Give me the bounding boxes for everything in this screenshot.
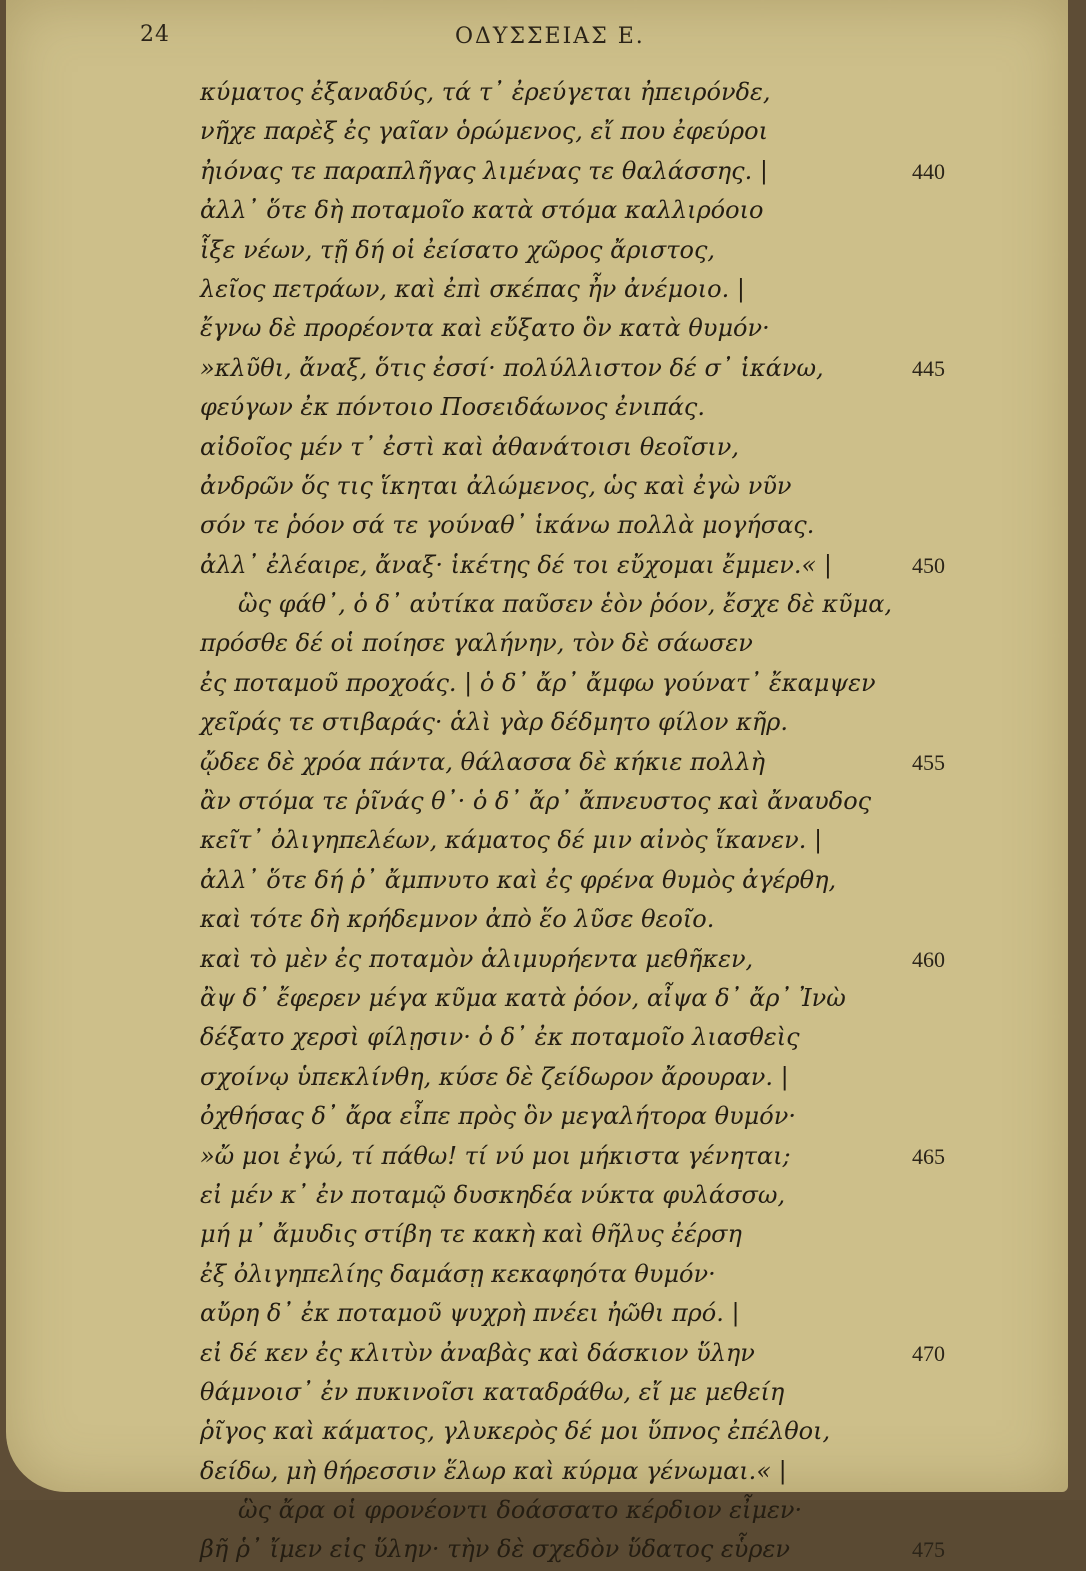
verse-line	[0, 350, 1086, 389]
verse-line	[0, 586, 1086, 625]
verse-text: ἔγνω δὲ προρέοντα καὶ εὔξατο ὃν κατὰ θυμόν·	[200, 314, 770, 343]
verse-line	[0, 1531, 1086, 1570]
verse-text: ᾤδεε δὲ χρόα πάντα, θάλασσα δὲ κήκιε πολλὴ	[200, 747, 766, 776]
verse-line	[0, 507, 1086, 546]
verse-line	[0, 310, 1086, 349]
verse-line	[0, 1019, 1086, 1058]
verse-line	[0, 153, 1086, 192]
verse-text: εἰ μέν κ᾽ ἐν ποταμῷ δυσκηδέα νύκτα φυλάσσω,	[200, 1180, 786, 1209]
verse-text: ἐξ ὀλιγηπελίης δαμάσῃ κεκαφηότα θυμόν·	[200, 1259, 716, 1288]
verse-text: ῥῖγος καὶ κάματος, γλυκερὸς δέ μοι ὕπνος ἐπέλθοι,	[200, 1417, 831, 1446]
verse-text: δείδω, μὴ θήρεσσιν ἕλωρ καὶ κύρμα γένωμαι.« |	[200, 1456, 787, 1485]
verse-text: ἷξε νέων, τῇ δή οἱ ἐείσατο χῶρος ἄριστος,	[200, 235, 716, 264]
verse-line	[0, 625, 1086, 664]
page-number: 24	[140, 22, 170, 47]
verse-line	[0, 1098, 1086, 1137]
line-number: 470	[912, 1340, 945, 1366]
verse-text: σχοίνῳ ὑπεκλίνθη, κύσε δὲ ζείδωρον ἄρουραν. |	[200, 1062, 789, 1091]
verse-line	[0, 941, 1086, 980]
verse-text: κύματος ἐξαναδύς, τά τ᾽ ἐρεύγεται ἠπειρόνδε,	[200, 78, 771, 106]
verse-line	[0, 783, 1086, 822]
verse-text: λεῖος πετράων, καὶ ἐπὶ σκέπας ἦν ἀνέμοιο. |	[200, 274, 745, 303]
verse-block	[0, 74, 1086, 1571]
verse-text: δέξατο χερσὶ φίλῃσιν· ὁ δ᾽ ἐκ ποταμοῖο λιασθεὶς	[200, 1023, 800, 1052]
verse-text: ἠιόνας τε παραπλῆγας λιμένας τε θαλάσσης. |	[200, 156, 768, 185]
verse-text: φεύγων ἐκ πόντοιο Ποσειδάωνος ἐνιπάς.	[200, 393, 705, 422]
verse-line	[0, 389, 1086, 428]
verse-line	[0, 665, 1086, 704]
verse-line	[0, 744, 1086, 783]
line-number: 445	[912, 355, 945, 381]
verse-text: πρόσθε δέ οἱ ποίησε γαλήνην, τὸν δὲ σάωσεν	[200, 629, 753, 658]
verse-line	[0, 1335, 1086, 1374]
verse-text: ὣς φάθ᾽, ὁ δ᾽ αὐτίκα παῦσεν ἑὸν ῥόον, ἔσχε δὲ κῦμα,	[238, 590, 893, 619]
verse-text: ὣς ἄρα οἱ φρονέοντι δοάσσατο κέρδιον εἶμεν·	[238, 1496, 803, 1525]
line-number: 455	[912, 749, 945, 775]
verse-text: ἀλλ᾽ ἐλέαιρε, ἄναξ· ἱκέτης δέ τοι εὔχομαι ἔμμεν.« |	[200, 550, 832, 579]
verse-text: ἀνδρῶν ὅς τις ἵκηται ἀλώμενος, ὡς καὶ ἐγὼ νῦν	[200, 471, 792, 500]
verse-line	[0, 271, 1086, 310]
verse-text: ὀχθήσας δ᾽ ἄρα εἶπε πρὸς ὃν μεγαλήτορα θυμόν·	[200, 1102, 796, 1131]
line-number: 465	[912, 1143, 945, 1169]
verse-text: »κλῦθι, ἄναξ, ὅτις ἐσσί· πολύλλιστον δέ σ᾽ ἱκάνω,	[200, 353, 824, 382]
verse-line	[0, 822, 1086, 861]
verse-text: αὔρη δ᾽ ἐκ ποταμοῦ ψυχρὴ πνέει ἠῶθι πρό. |	[200, 1299, 740, 1328]
verse-line	[0, 1177, 1086, 1216]
verse-line	[0, 74, 1086, 113]
verse-line	[0, 1138, 1086, 1177]
verse-line	[0, 547, 1086, 586]
verse-text: θάμνοισ᾽ ἐν πυκινοῖσι καταδράθω, εἴ με μεθείη	[200, 1377, 785, 1406]
line-number: 450	[912, 552, 945, 578]
verse-text: κεῖτ᾽ ὀλιγηπελέων, κάματος δέ μιν αἰνὸς ἵκανεν. |	[200, 826, 823, 855]
verse-line	[0, 1413, 1086, 1452]
verse-text: ἂν στόμα τε ῥῖνάς θ᾽· ὁ δ᾽ ἄρ᾽ ἄπνευστος καὶ ἄναυδος	[200, 787, 872, 816]
verse-line	[0, 113, 1086, 152]
verse-line	[0, 232, 1086, 271]
verse-text: χεῖράς τε στιβαράς· ἁλὶ γὰρ δέδμητο φίλον κῆρ.	[200, 708, 788, 737]
verse-text: καὶ τότε δὴ κρήδεμνον ἀπὸ ἕο λῦσε θεοῖο.	[200, 905, 715, 934]
verse-line	[0, 1216, 1086, 1255]
verse-text: σόν τε ῥόον σά τε γούναθ᾽ ἱκάνω πολλὰ μογήσας.	[200, 511, 815, 540]
verse-line	[0, 704, 1086, 743]
verse-line	[0, 1453, 1086, 1492]
verse-text: αἰδοῖος μέν τ᾽ ἐστὶ καὶ ἀθανάτοισι θεοῖσιν,	[200, 432, 740, 461]
verse-line	[0, 1256, 1086, 1295]
verse-text: καὶ τὸ μὲν ἐς ποταμὸν ἁλιμυρήεντα μεθῆκεν,	[200, 944, 754, 973]
verse-text: νῆχε παρὲξ ἐς γαῖαν ὁρώμενος, εἴ που ἐφεύροι	[200, 117, 768, 146]
verse-line	[0, 1295, 1086, 1334]
verse-text: ἐς ποταμοῦ προχοάς. | ὁ δ᾽ ἄρ᾽ ἄμφω γούνατ᾽ ἔκαμψεν	[200, 668, 876, 697]
verse-text: εἰ δέ κεν ἐς κλιτὺν ἀναβὰς καὶ δάσκιον ὕλην	[200, 1338, 755, 1367]
verse-text: ἂψ δ᾽ ἔφερεν μέγα κῦμα κατὰ ῥόον, αἶψα δ᾽ ἄρ᾽ Ἰνὼ	[200, 983, 846, 1012]
line-number: 475	[912, 1537, 945, 1563]
running-title: ΟΔΥΣΣΕΙΑΣ Ε.	[455, 24, 645, 49]
page-header	[0, 22, 1086, 58]
verse-text: βῆ ῥ᾽ ἴμεν εἰς ὕλην· τὴν δὲ σχεδὸν ὕδατος εὗρεν	[200, 1535, 790, 1564]
verse-line	[0, 468, 1086, 507]
verse-text: μή μ᾽ ἄμυδις στίβη τε κακὴ καὶ θῆλυς ἐέρση	[200, 1220, 742, 1249]
verse-line	[0, 901, 1086, 940]
verse-text: ἀλλ᾽ ὅτε δὴ ποταμοῖο κατὰ στόμα καλλιρόοιο	[200, 196, 764, 225]
verse-line	[0, 1059, 1086, 1098]
verse-text: »ὤ μοι ἐγώ, τί πάθω! τί νύ μοι μήκιστα γένηται;	[200, 1141, 791, 1170]
verse-line	[0, 429, 1086, 468]
verse-line	[0, 862, 1086, 901]
verse-line	[0, 192, 1086, 231]
verse-line	[0, 1374, 1086, 1413]
line-number: 460	[912, 946, 945, 972]
verse-line	[0, 980, 1086, 1019]
verse-text: ἀλλ᾽ ὅτε δή ῥ᾽ ἄμπνυτο καὶ ἐς φρένα θυμὸς ἀγέρθη,	[200, 865, 837, 894]
line-number: 440	[912, 158, 945, 184]
verse-line	[0, 1492, 1086, 1531]
